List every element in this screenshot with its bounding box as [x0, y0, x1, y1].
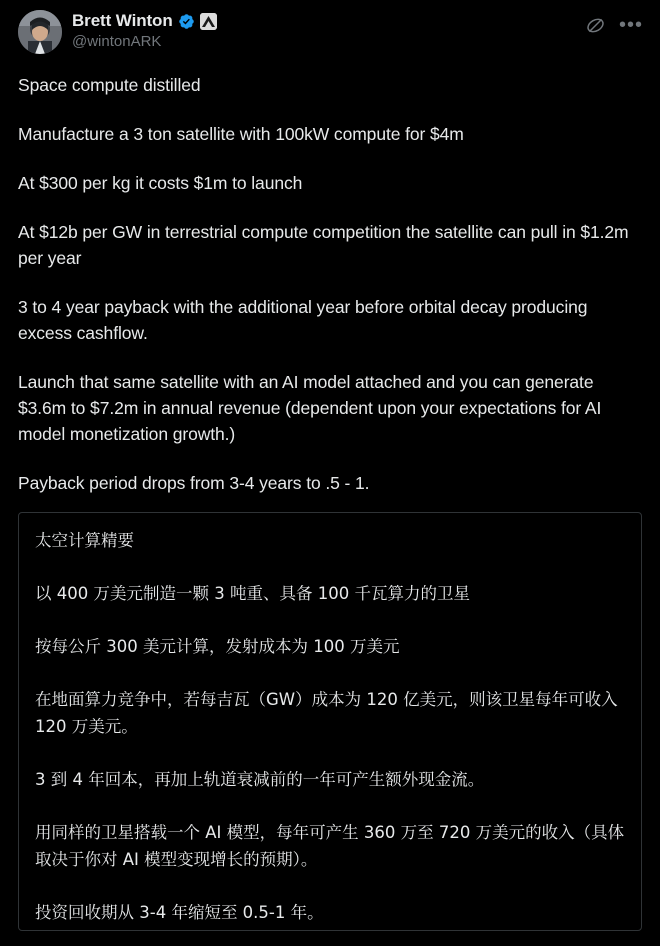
- grok-icon[interactable]: [584, 14, 606, 36]
- post-header: [18, 10, 642, 58]
- post-paragraph: Manufacture a 3 ton satellite with 100kW compute for $4m: [18, 124, 464, 144]
- translation-paragraph: 按每公斤 300 美元计算，发射成本为 100 万美元: [35, 637, 400, 656]
- more-options-label: •••: [619, 14, 644, 36]
- post-paragraph: Space compute distilled: [18, 75, 201, 95]
- translation-box: [18, 512, 642, 931]
- author-info: [72, 10, 574, 51]
- translation-paragraph: 3 到 4 年回本，再加上轨道衰减前的一年可产生额外现金流。: [35, 770, 485, 789]
- author-name-line: [72, 11, 574, 31]
- affiliate-badge-icon[interactable]: [200, 13, 217, 30]
- author-handle[interactable]: @wintonARK: [72, 33, 162, 50]
- translation-paragraph: 投资回收期从 3-4 年缩短至 0.5-1 年。: [35, 903, 324, 922]
- translation-paragraph: 在地面算力竞争中，若每吉瓦（GW）成本为 120 亿美元，则该卫星每年可收入 120 万美元。: [35, 690, 618, 736]
- post-paragraph: At $12b per GW in terrestrial compute competition the satellite can pull in $1.2m per year: [18, 222, 629, 268]
- post-paragraph: Launch that same satellite with an AI model attached and you can generate $3.6m to $7.2m in annual revenue (dependent upon your expectations for AI model monetization growth.): [18, 372, 602, 444]
- post-paragraph: At $300 per kg it costs $1m to launch: [18, 173, 303, 193]
- author-display-name[interactable]: Brett Winton: [72, 11, 173, 30]
- translation-paragraph: 太空计算精要: [35, 531, 134, 550]
- verified-badge-icon: [178, 13, 195, 30]
- more-options-icon[interactable]: [620, 14, 642, 36]
- avatar[interactable]: [18, 10, 62, 54]
- post-body: [18, 72, 642, 931]
- post-header-actions: [584, 10, 642, 36]
- post-paragraph: 3 to 4 year payback with the additional year before orbital decay producing excess cashflow.: [18, 297, 588, 343]
- translation-paragraph: 以 400 万美元制造一颗 3 吨重、具备 100 千瓦算力的卫星: [35, 584, 470, 603]
- translation-paragraph: 用同样的卫星搭载一个 AI 模型，每年可产生 360 万至 720 万美元的收入（具体取决于你对 AI 模型变现增长的预期）。: [35, 823, 625, 869]
- post-paragraph: Payback period drops from 3-4 years to .5 - 1.: [18, 473, 370, 493]
